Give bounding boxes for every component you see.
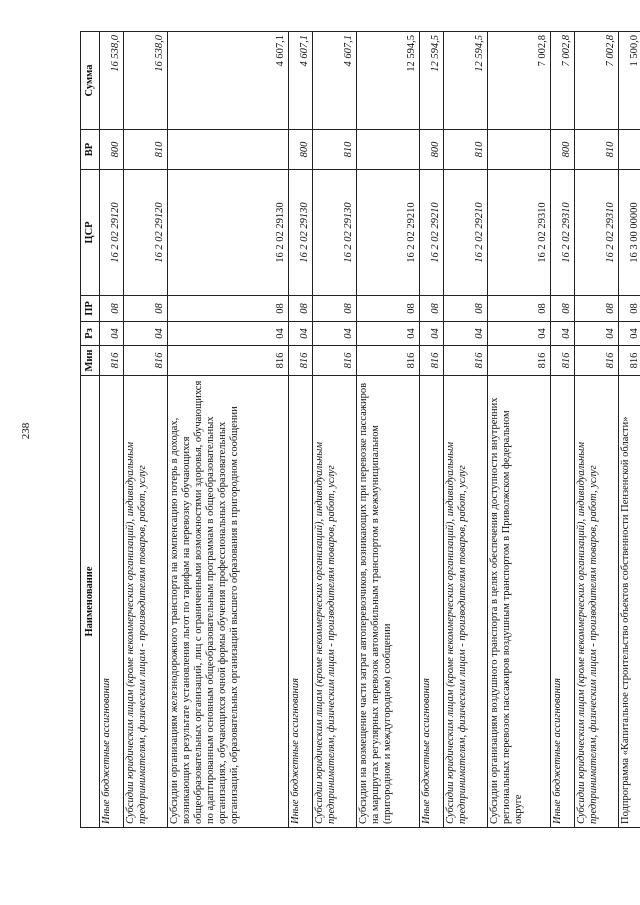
cell-sum: 7 002,8 xyxy=(487,32,550,130)
table-row xyxy=(487,32,550,828)
cell-sum: 4 607,1 xyxy=(313,32,357,130)
cell-pr: 08 xyxy=(575,296,619,322)
header-rz: Рз xyxy=(81,322,100,346)
table-row xyxy=(100,32,124,828)
cell-csr: 16 2 02 29120 xyxy=(124,170,168,296)
table-row xyxy=(289,32,313,828)
table-row xyxy=(356,32,419,828)
table-row xyxy=(444,32,488,828)
header-pr: ПР xyxy=(81,296,100,322)
cell-vr: 800 xyxy=(100,130,124,170)
cell-rz: 04 xyxy=(100,322,124,346)
cell-min: 816 xyxy=(575,346,619,376)
cell-min: 816 xyxy=(419,346,443,376)
cell-vr: 800 xyxy=(550,130,574,170)
cell-pr: 08 xyxy=(124,296,168,322)
cell-name: Субсидии организациям железнодорожного транспорта на компенсацию потерь в доходах, возникающих в результате установления льгот по тарифам на перевозку обучающихся общеобразовательных организаций, лиц с ограниченными возможностями здоровья, обучающихся по адаптированным основным общеобразовательным программам в общеобразовательных организациях, обучающихся очной формы обучения профессиональных образовательных организаций, образовательных организаций высшего образования в пригородном сообщении xyxy=(167,376,288,828)
cell-csr: 16 2 02 29130 xyxy=(167,170,288,296)
cell-name: Иные бюджетные ассигнования xyxy=(419,376,443,828)
cell-sum: 16 538,0 xyxy=(124,32,168,130)
budget-table xyxy=(80,31,640,828)
header-min: Мин xyxy=(81,346,100,376)
cell-pr: 08 xyxy=(167,296,288,322)
table-row xyxy=(124,32,168,828)
cell-vr: 810 xyxy=(575,130,619,170)
cell-rz: 04 xyxy=(124,322,168,346)
cell-pr: 08 xyxy=(356,296,419,322)
cell-pr: 08 xyxy=(487,296,550,322)
cell-min: 816 xyxy=(289,346,313,376)
cell-pr: 08 xyxy=(100,296,124,322)
cell-rz: 04 xyxy=(487,322,550,346)
header-csr: ЦСР xyxy=(81,170,100,296)
cell-sum: 7 002,8 xyxy=(575,32,619,130)
cell-sum: 16 538,0 xyxy=(100,32,124,130)
cell-min: 816 xyxy=(444,346,488,376)
cell-min: 816 xyxy=(100,346,124,376)
cell-name: Иные бюджетные ассигнования xyxy=(100,376,124,828)
cell-vr xyxy=(487,130,550,170)
cell-vr: 810 xyxy=(444,130,488,170)
cell-rz: 04 xyxy=(575,322,619,346)
cell-name: Подпрограмма «Капитальное строительство объектов собственности Пензенской области» xyxy=(618,376,640,828)
cell-vr: 800 xyxy=(289,130,313,170)
cell-sum: 4 607,1 xyxy=(289,32,313,130)
cell-csr: 16 3 00 00000 xyxy=(618,170,640,296)
cell-pr: 08 xyxy=(419,296,443,322)
cell-rz: 04 xyxy=(419,322,443,346)
cell-name: Субсидии юридическим лицам (кроме некоммерческих организаций), индивидуальным предпринимателям, физическим лицам - производителям товаров, работ, услуг xyxy=(313,376,357,828)
cell-csr: 16 2 02 29310 xyxy=(550,170,574,296)
cell-sum: 4 607,1 xyxy=(167,32,288,130)
cell-name: Субсидии юридическим лицам (кроме некоммерческих организаций), индивидуальным предпринимателям, физическим лицам - производителям товаров, работ, услуг xyxy=(124,376,168,828)
cell-rz: 04 xyxy=(550,322,574,346)
cell-min: 816 xyxy=(167,346,288,376)
cell-pr: 08 xyxy=(289,296,313,322)
cell-name: Субсидии организациям воздушного транспорта в целях обеспечения доступности внутренних региональных перевозок пассажиров воздушным транспортом в Приволжском федеральном округе xyxy=(487,376,550,828)
cell-csr: 16 2 02 29310 xyxy=(575,170,619,296)
cell-name: Субсидии на возмещение части затрат автоперевозчиков, возникающих при перевозке пассажиров на маршрутах регулярных перевозок автомобильным транспортом в межмуниципальном (пригородном и междугородном) сообщении xyxy=(356,376,419,828)
cell-vr xyxy=(618,130,640,170)
cell-min: 816 xyxy=(124,346,168,376)
table-header-row xyxy=(81,32,100,828)
cell-vr: 810 xyxy=(313,130,357,170)
cell-sum: 12 594,5 xyxy=(419,32,443,130)
cell-min: 816 xyxy=(618,346,640,376)
header-sum: Сумма xyxy=(81,32,100,130)
cell-csr: 16 2 02 29210 xyxy=(419,170,443,296)
cell-sum: 12 594,5 xyxy=(444,32,488,130)
rotated-page xyxy=(80,32,640,828)
cell-name: Иные бюджетные ассигнования xyxy=(550,376,574,828)
cell-rz: 04 xyxy=(289,322,313,346)
table-row xyxy=(313,32,357,828)
cell-pr: 08 xyxy=(550,296,574,322)
cell-sum: 7 002,8 xyxy=(550,32,574,130)
cell-pr: 08 xyxy=(618,296,640,322)
table-row xyxy=(618,32,640,828)
cell-name: Субсидии юридическим лицам (кроме некоммерческих организаций), индивидуальным предпринимателям, физическим лицам - производителям товаров, работ, услуг xyxy=(444,376,488,828)
page-number: 238 xyxy=(20,422,32,440)
cell-csr: 16 2 02 29210 xyxy=(444,170,488,296)
table-row xyxy=(419,32,443,828)
cell-name: Иные бюджетные ассигнования xyxy=(289,376,313,828)
cell-rz: 04 xyxy=(356,322,419,346)
cell-min: 816 xyxy=(356,346,419,376)
cell-sum: 12 594,5 xyxy=(356,32,419,130)
table-row xyxy=(167,32,288,828)
cell-vr: 810 xyxy=(124,130,168,170)
header-vr: ВР xyxy=(81,130,100,170)
cell-csr: 16 2 02 29310 xyxy=(487,170,550,296)
cell-vr xyxy=(167,130,288,170)
cell-csr: 16 2 02 29130 xyxy=(313,170,357,296)
cell-csr: 16 2 02 29210 xyxy=(356,170,419,296)
cell-vr: 800 xyxy=(419,130,443,170)
cell-csr: 16 2 02 29120 xyxy=(100,170,124,296)
cell-name: Субсидии юридическим лицам (кроме некоммерческих организаций), индивидуальным предпринимателям, физическим лицам - производителям товаров, работ, услуг xyxy=(575,376,619,828)
cell-min: 816 xyxy=(487,346,550,376)
cell-csr: 16 2 02 29130 xyxy=(289,170,313,296)
header-name: Наименование xyxy=(81,376,100,828)
cell-min: 816 xyxy=(313,346,357,376)
table-row xyxy=(575,32,619,828)
cell-sum: 1 500,0 xyxy=(618,32,640,130)
table-row xyxy=(550,32,574,828)
cell-vr xyxy=(356,130,419,170)
cell-pr: 08 xyxy=(444,296,488,322)
cell-rz: 04 xyxy=(444,322,488,346)
cell-rz: 04 xyxy=(167,322,288,346)
cell-pr: 08 xyxy=(313,296,357,322)
cell-rz: 04 xyxy=(313,322,357,346)
cell-min: 816 xyxy=(550,346,574,376)
cell-rz: 04 xyxy=(618,322,640,346)
